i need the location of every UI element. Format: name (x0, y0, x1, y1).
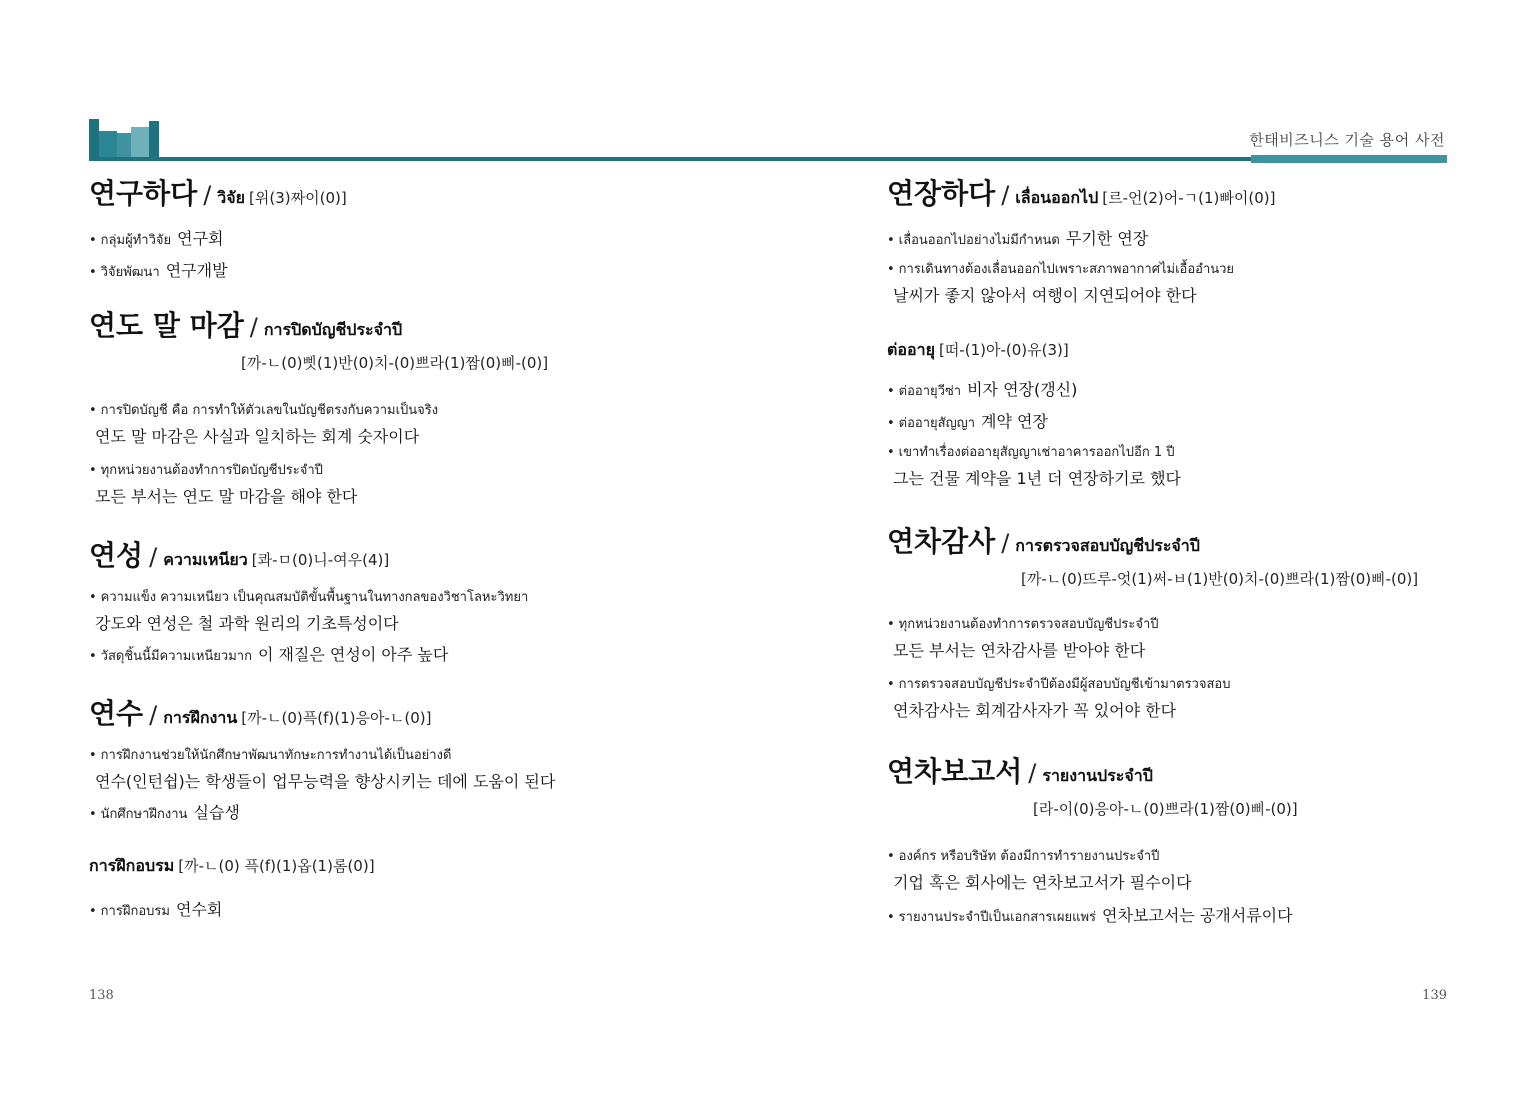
pronunciation: [까-ㄴ(0)픅(f)(1)응아-ㄴ(0)] (241, 709, 432, 727)
page-number-left: 138 (89, 988, 114, 1003)
example-item: • องค์กร หรือบริษัท ต้องมีการทำรายงานประจำปี (887, 849, 1160, 864)
example-item: • การปิดบัญชี คือ การทำให้ตัวเลขในบัญชีตรงกับความเป็นจริง (89, 403, 439, 418)
example-translation: 날씨가 좋지 않아서 여행이 지연되어야 한다 (893, 286, 1197, 305)
thai-term: การตรวจสอบบัญชีประจำปี (1015, 536, 1200, 555)
entry-workshop (89, 854, 749, 921)
thai-term: การฝึกงาน (163, 708, 238, 727)
example-translation: 그는 건물 계약을 1년 더 연장하기로 했다 (893, 469, 1181, 488)
entry-year-end-closing: 연도 말 마감 / การปิดบัญชีประจำปี [까-ㄴ(0)삣(1)반(0)치-(0)쁘라(1)짬(0)삐-(0)] • การปิดบัญชี คือ การทำให้ตัวเลขในบัญชีตรงกับความเป็นจริง 연도 말 마감은 사실과 일치하는 회계 숫자이다 • ทุกหน่วยงานต้องทำการปิดบัญชีประจำปี 모든 부서는 연도 말 마감을 해야 한다 (89, 304, 749, 507)
header-rule (89, 157, 1447, 161)
header-tab (1251, 155, 1447, 163)
example-item: • รายงานประจำปีเป็นเอกสารเผยแพร่ 연차보고서는 공개서류이다 (887, 906, 1293, 925)
headword: ต่ออายุ (887, 340, 935, 359)
example-item: • ทุกหน่วยงานต้องทำการปิดบัญชีประจำปี (89, 463, 323, 478)
pronunciation: [까-ㄴ(0) 픅(f)(1)옵(1)롬(0)] (178, 857, 375, 875)
headword: 연도 말 마감 (89, 309, 244, 342)
headword: 연수 (89, 697, 144, 730)
thai-term: ความเหนียว (163, 550, 248, 569)
pronunciation: [르-언(2)어-ㄱ(1)빠이(0)] (1102, 189, 1276, 207)
entry-annual-audit: 연차감사 / การตรวจสอบบัญชีประจำปี [까-ㄴ(0)뜨루-엇(1)써-ㅂ(1)반(0)치-(0)쁘라(1)짬(0)삐-(0)] • ทุกหน่วยงานต้องทำการตรวจสอบบัญชีประจำปี 모든 부서는 연차감사를 받아야 한다 • การตรวจสอบบัญชีประจำปีต้องมีผู้สอบบัญชีเข้ามาตรวจสอบ 연차감사는 회계감사자가 꼭 있어야 한다 (887, 520, 1447, 721)
example-item: • เขาทำเรื่องต่ออายุสัญญาเช่าอาคารออกไปอีก 1 ปี (887, 445, 1175, 460)
headword: 연구하다 (89, 177, 198, 210)
headword: 연차감사 (887, 525, 996, 558)
example-item: • ทุกหน่วยงานต้องทำการตรวจสอบบัญชีประจำปี (887, 617, 1159, 632)
example-translation: 모든 부서는 연차감사를 받아야 한다 (893, 641, 1146, 660)
example-translation: 연차감사는 회계감사자가 꼭 있어야 한다 (893, 701, 1177, 720)
example-item: • ความแข็ง ความเหนียว เป็นคุณสมบัติขั้นพื้นฐานในทางกลของวิชาโลหะวิทยา (89, 590, 529, 605)
example-item: • นักศึกษาฝึกงาน 실습생 (89, 803, 240, 822)
book-title: 한태비즈니스 기술 용어 사전 (1249, 131, 1445, 149)
headword: การฝึกอบรม (89, 856, 175, 875)
example-item: • การเดินทางต้องเลื่อนออกไปเพราะสภาพอากาศไม่เอื้ออำนวย (887, 262, 1235, 277)
headword: 연차보고서 (887, 755, 1023, 788)
thai-term: รายงานประจำปี (1042, 766, 1153, 785)
pronunciation: [까-ㄴ(0)뜨루-엇(1)써-ㅂ(1)반(0)치-(0)쁘라(1)짬(0)삐-(0)] (1021, 570, 1419, 588)
example-translation: 연도 말 마감은 사실과 일치하는 회계 숫자이다 (95, 427, 420, 446)
headword: 연성 (89, 539, 144, 572)
example-translation: 모든 부서는 연도 말 마감을 해야 한다 (95, 487, 358, 506)
entry-research: 연구하다 / วิจัย [위(3)짜이(0)] • กลุ่มผู้ทำวิจัย 연구회 • วิจัยพัฒนา 연구개발 (89, 172, 749, 282)
example-item: • การตรวจสอบบัญชีประจำปีต้องมีผู้สอบบัญชีเข้ามาตรวจสอบ (887, 677, 1231, 692)
entry-extend: 연장하다 / เลื่อนออกไป [르-언(2)어-ㄱ(1)빠이(0)] • เลื่อนออกไปอย่างไม่มีกำหนด 무기한 연장 • การเดินทางต้องเลื่อนออกไปเพราะสภาพอากาศไม่เอื้ออำนวย 날씨가 좋지 않아서 여행이 지연되어야 한다 (887, 172, 1447, 306)
pronunciation: [라-이(0)응아-ㄴ(0)쁘라(1)짬(0)삐-(0)] (1033, 800, 1298, 818)
example-item: • ต่ออายุสัญญา 계약 연장 (887, 412, 1048, 431)
thai-term: เลื่อนออกไป (1015, 188, 1099, 207)
example-item: • วิจัยพัฒนา 연구개발 (89, 261, 228, 280)
example-item: • เลื่อนออกไปอย่างไม่มีกำหนด 무기한 연장 (887, 229, 1149, 248)
pronunciation: [까-ㄴ(0)삣(1)반(0)치-(0)쁘라(1)짬(0)삐-(0)] (241, 354, 549, 372)
entry-annual-report: 연차보고서 / รายงานประจำปี [라-이(0)응아-ㄴ(0)쁘라(1)짬(0)삐-(0)] • องค์กร หรือบริษัท ต้องมีการทำรายงานประจำปี 기업 혹은 회사에는 연차보고서가 필수이다 • รายงานประจำปีเป็นเอกสารเผยแพร่ 연차보고서는 공개서류이다 (887, 750, 1447, 927)
pronunciation: [떠-(1)아-(0)유(3)] (938, 341, 1069, 359)
entry-training: 연수 / การฝึกงาน [까-ㄴ(0)픅(f)(1)응아-ㄴ(0)] • การฝึกงานช่วยให้นักศึกษาพัฒนาทักษะการทำงานได้เป็นอย่างดี 연수(인턴쉽)는 학생들이 업무능력을 향상시키는 데에 도움이 된다 • นักศึกษาฝึกงาน 실습생 (89, 692, 749, 824)
entry-ductility: 연성 / ความเหนียว [콰-ㅁ(0)니-여우(4)] • ความแข็ง ความเหนียว เป็นคุณสมบัติขั้นพื้นฐานในทางกลของวิชาโลหะวิทยา 강도와 연성은 철 과학 원리의 기초특성이다 • วัสดุชิ้นนี้มีความเหนียวมาก 이 재질은 연성이 아주 높다 (89, 534, 749, 666)
entry-renew (887, 338, 1447, 489)
example-translation: 기업 혹은 회사에는 연차보고서가 필수이다 (893, 873, 1192, 892)
header-decoration (89, 117, 161, 161)
example-item: • ต่ออายุวีซ่า 비자 연장(갱신) (887, 380, 1078, 399)
thai-term: การปิดบัญชีประจำปี (263, 320, 403, 339)
example-translation: 강도와 연성은 철 과학 원리의 기초특성이다 (95, 614, 399, 633)
example-item: • วัสดุชิ้นนี้มีความเหนียวมาก 이 재질은 연성이 아주 높다 (89, 645, 449, 664)
pronunciation: [콰-ㅁ(0)니-여우(4)] (251, 551, 390, 569)
page-number-right: 139 (1422, 988, 1447, 1003)
example-item: • การฝึกอบรม 연수회 (89, 900, 223, 919)
example-item: • กลุ่มผู้ทำวิจัย 연구회 (89, 229, 224, 248)
thai-term: วิจัย (217, 188, 246, 207)
pronunciation: [위(3)짜이(0)] (249, 189, 347, 207)
headword: 연장하다 (887, 177, 996, 210)
example-item: • การฝึกงานช่วยให้นักศึกษาพัฒนาทักษะการทำงานได้เป็นอย่างดี (89, 748, 452, 763)
example-translation: 연수(인턴쉽)는 학생들이 업무능력을 향상시키는 데에 도움이 된다 (95, 772, 556, 791)
